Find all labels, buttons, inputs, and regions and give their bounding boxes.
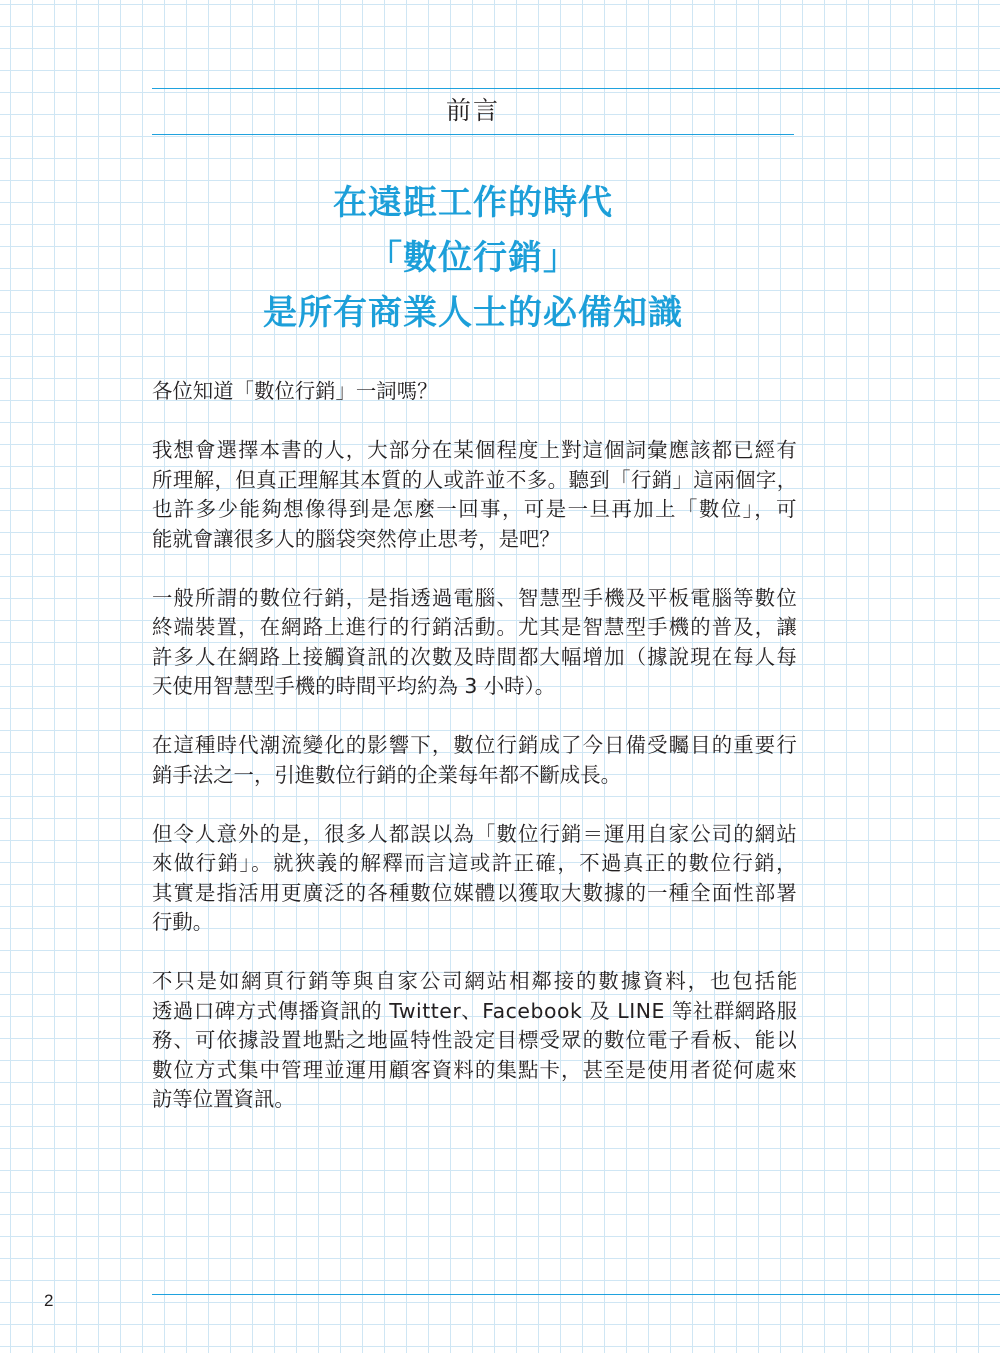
paragraph [152,967,800,1115]
paragraph-line: 許多人在網路上接觸資訊的次數及時間都大幅增加（據說現在每人每 [152,644,798,669]
bottom-rule [152,1294,1000,1295]
paragraph-line: 務、可依據設置地點之地區特性設定目標受眾的數位電子看板、能以 [152,1028,798,1052]
paragraph-line: 其實是指活用更廣泛的各種數位媒體以獲取大數據的一種全面性部署 [152,880,798,905]
paragraph-line: 各位知道「數位行銷」一詞嗎？ [152,379,438,403]
paragraph-line: 一般所謂的數位行銷，是指透過電腦、智慧型手機及平板電腦等數位 [152,585,798,610]
page-number: 2 [44,1291,54,1310]
body-text [152,377,800,1144]
headline-line-2: 「數位行銷」 [368,238,578,278]
paragraph [152,436,797,554]
paragraph-line: 終端裝置，在網路上進行的行銷活動。尤其是智慧型手機的普及，讓 [152,615,798,639]
headline-line-1: 在遠距工作的時代 [333,183,613,223]
paragraph-line: 銷手法之一，引進數位行銷的企業每年都不斷成長。 [152,762,621,787]
paragraph-line: 我想會選擇本書的人，大部分在某個程度上對這個詞彙應該都已經有 [152,438,798,462]
paragraph-line: 訪等位置資訊。 [152,1087,295,1111]
paragraph [152,377,797,407]
paragraph [152,731,797,790]
headline-line-3: 是所有商業人士的必備知識 [263,293,683,333]
paragraph-line: 也許多少能夠想像得到是怎麼一回事，可是一旦再加上「數位」，可 [152,497,798,521]
chapter-headline [152,176,794,341]
paragraph-line: 能就會讓很多人的腦袋突然停止思考，是吧？ [152,526,560,551]
section-label: 前言 [445,96,500,125]
section-label-underline [152,134,794,135]
paragraph-line: 但令人意外的是，很多人都誤以為「數位行銷＝運用自家公司的網站 [152,821,798,846]
top-rule [152,88,1000,89]
paragraph-line: 所理解，但真正理解其本質的人或許並不多。聽到「行銷」這兩個字， [152,467,798,492]
paragraph [152,584,797,702]
paragraph-line: 在這種時代潮流變化的影響下，數位行銷成了今日備受矚目的重要行 [152,733,798,757]
paragraph [152,820,797,938]
paragraph-line: 透過口碑方式傳播資訊的 Twitter、Facebook 及 LINE 等社群網路服 [152,998,798,1023]
paragraph-line: 行動。 [152,910,214,934]
paragraph-line: 數位方式集中管理並運用顧客資料的集點卡，甚至是使用者從何處來 [152,1057,798,1082]
paragraph-line: 來做行銷」。就狹義的解釋而言這或許正確，不過真正的數位行銷， [152,851,798,875]
paragraph-line: 天使用智慧型手機的時間平均約為 3 小時）。 [152,674,556,698]
paragraph-line: 不只是如網頁行銷等與自家公司網站相鄰接的數據資料，也包括能 [152,969,800,993]
